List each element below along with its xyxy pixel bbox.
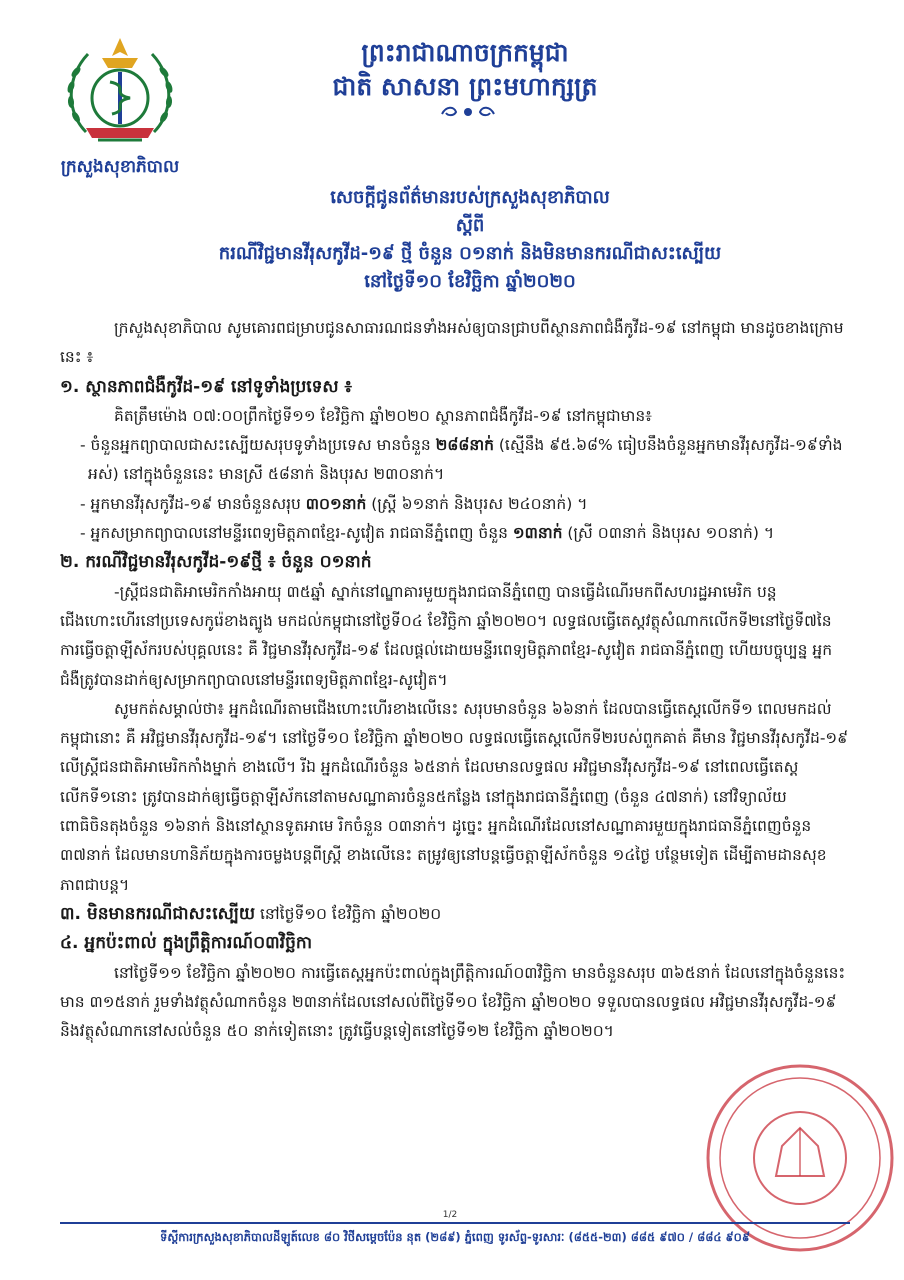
section-2-paragraph-2: សូមកត់សម្គាល់ថា៖ អ្នកដំណើរតាមជើងហោះហើរខាងលើនេះ សរុបមានចំនួន ៦៦នាក់ ដែលបានធ្វើតេស្តលើកទី១ ពេលមកដល់កម្ពុជានោះ គឺ អវិជ្ជមានវីរុសកូវីដ-១៩។ នៅថ្ងៃទី១០ ខែវិច្ឆិកា ឆ្នាំ២០២០ លទ្ធផលធ្វើតេស្តលើកទី២របស់ពួកគាត់ គឺមាន វិជ្ជមានវីរុសកូវីដ-១៩ លើស្ត្រីជនជាតិអាមេរិកកាំងម្នាក់ ខាងលើ។ រីឯ អ្នកដំណើរចំនួន ៦៥នាក់ ដែលមានលទ្ធផល អវិជ្ជមានវីរុសកូវីដ-១៩ នៅពេលធ្វើតេស្តលើកទី១នោះ ត្រូវបានដាក់ឲ្យធ្វើចត្តាឡីស័កនៅតាមសណ្ឋាគារចំនួន៥កន្លែង នៅក្នុងរាជធានីភ្នំពេញ (ចំនួន ៤៧នាក់) នៅវិទ្យាល័យពោធិចិនតុងចំនួន ១៦នាក់ និងនៅស្ថានទូតអាមេ រិកចំនួន ០៣នាក់។ ដូច្នេះ អ្នកដំណើរដែលនៅសណ្ឋាគារមួយក្នុងរាជធានីភ្នំពេញចំនួន ៣៧នាក់ ដែលមានហានិភ័យក្នុងការចម្លងបន្តពីស្ត្រី ខាងលើនេះ តម្រូវឲ្យនៅបន្តធ្វើចត្តាឡីស័កចំនួន ១៤ថ្ងៃ បន្ថែមទៀត ដើម្បីតាមដានសុខភាពជាបន្ត។ [60, 699, 849, 894]
section-1-bullet-1 [60, 431, 850, 490]
bullet-2-bold: ៣០១នាក់ [305, 494, 367, 513]
bullet-3-text: - អ្នកសម្រាកព្យាបាលនៅមន្ទីរពេទ្យមិត្តភាពខ្មែរ-សូវៀត រាជធានីភ្នំពេញ ចំនួន [80, 524, 513, 543]
section-4-heading: ៤. អ្នកប៉ះពាល់ ក្នុងព្រឹត្តិការណ៍០៣វិច្ឆិកា [60, 933, 313, 954]
kingdom-heading [300, 36, 630, 104]
section-2-heading: ២. ករណីវិជ្ជមានវីរុសកូវីដ-១៩ថ្មី ៖ ចំនួន ០១នាក់ [60, 552, 372, 573]
bullet-1-bold: ២៨៨នាក់ [435, 436, 494, 455]
section-1-lead: គិតត្រឹមម៉ោង ០៧:០០ព្រឹកថ្ងៃទី១១ ខែវិច្ឆិកា ឆ្នាំ២០២០ ស្ថានភាពជំងឺកូវីដ-១៩ នៅកម្ពុជាមាន៖ [114, 406, 652, 425]
official-stamp-icon [700, 1058, 900, 1258]
section-4-paragraph: នៅថ្ងៃទី១១ ខែវិច្ឆិកា ឆ្នាំ២០២០ ការធ្វើតេស្តអ្នកប៉ះពាល់ក្នុងព្រឹត្តិការណ៍០៣វិច្ឆិកា មានចំនួនសរុប ៣៦៥នាក់ ដែលនៅក្នុងចំនួននេះ មាន ៣១៥នាក់ រួមទាំងវត្ថុសំណាកចំនួន ២៣នាក់ដែលនៅសល់ពីថ្ងៃទី១០ ខែវិច្ឆិកា ឆ្នាំ២០២០ ទទួលបានលទ្ធផល អវិជ្ជមានវីរុសកូវីដ-១៩ និងវត្ថុសំណាកនៅសល់ចំនួន ៥០ នាក់ទៀតនោះ ត្រូវធ្វើបន្តទៀតនៅថ្ងៃទី១២ ខែវិច្ឆិកា ឆ្នាំ២០២០។ [60, 963, 846, 1041]
section-1-bullet-2 [60, 490, 850, 519]
title-line-1: សេចក្តីជូនព័ត៌មានរបស់ក្រសួងសុខាភិបាល [330, 187, 610, 208]
page-number: 1/2 [442, 1210, 458, 1220]
bullet-3-rest: (ស្រី ០៣នាក់ និងបុរស ១០នាក់) ។ [562, 524, 775, 543]
section-1-bullet-3 [60, 519, 850, 548]
footer-divider [60, 1222, 850, 1224]
bullet-3-bold: ១៣នាក់ [512, 524, 563, 543]
title-line-4: នៅថ្ងៃទី១០ ខែវិច្ឆិកា ឆ្នាំ២០២០ [364, 271, 576, 292]
kingdom-line-2: ជាតិ សាសនា ព្រះមហាក្សត្រ [332, 72, 598, 101]
section-3-heading-rest: នៅថ្ងៃទី១០ ខែវិច្ឆិកា ឆ្នាំ២០២០ [255, 904, 442, 923]
title-line-2: ស្តីពី [455, 215, 485, 236]
footer-address: ទីស្តីការក្រសួងសុខាភិបាលដីឡូត៍លេខ ៨០ វិថីសម្តេចប៉ែន នុត (២៨៩) ភ្នំពេញ ទូរស័ព្ទ-ទូរសារៈ (៨៥៥-២៣) ៨៨៥ ៩៧០ / ៨៨៤ ៩០៩ [160, 1230, 750, 1244]
bullet-1-rest: (ស្មើនឹង ៩៥.៦៨% ធៀបនឹងចំនួនអ្នកមានវីរុសកូវីដ-១៩ទាំងអស់) នៅក្នុងចំនួននេះ មានស្រី ៥៨នាក់ និងបុរស ២៣០នាក់។ [88, 436, 843, 484]
section-2-paragraph-1: -ស្ត្រីជនជាតិអាមេរិកកាំងអាយុ ៣៥ឆ្នាំ ស្នាក់នៅណ្ឌាគារមួយក្នុងរាជធានីភ្នំពេញ បានធ្វើដំណើរមកពីសហរដ្ឋអាមេរិក បន្តជើងហោះហើរនៅប្រទេសកូរ៉េខាងត្បូង មកដល់កម្ពុជានៅថ្ងៃទី០៤ ខែវិច្ឆិកា ឆ្នាំ២០២០។ លទ្ធផលធ្វើតេស្តវត្ថុសំណាកលើកទី២នៅថ្ងៃទី៧នៃការធ្វើចត្តាឡីស័ករបស់បុគ្គលនេះ គឺ វិជ្ជមានវីរុសកូវីដ-១៩ ដែលផ្តល់ដោយមន្ទីរពេទ្យមិត្តភាពខ្មែរ-សូវៀត រាជធានីភ្នំពេញ ហើយបច្ចុប្បន្ន អ្នកជំងឺត្រូវបានដាក់ឲ្យសម្រាកព្យាបាលនៅមន្ទីរពេទ្យមិត្តភាពខ្មែរ-សូវៀត។ [60, 582, 833, 689]
document-body [60, 314, 850, 1046]
bullet-2-text: - អ្នកមានវីរុសកូវីដ-១៩ មានចំនួនសរុប [80, 494, 306, 513]
document-title [110, 184, 830, 296]
ministry-logo-icon [58, 32, 182, 156]
title-line-3: ករណីវិជ្ជមានវីរុសកូវីដ-១៩ ថ្មី ចំនួន ០១នាក់ និងមិនមានករណីជាសះស្បើយ [218, 243, 722, 264]
bullet-1-text: - ចំនួនអ្នកព្យាបាលជាសះស្បើយសរុបទូទាំងប្រទេស មានចំនួន [80, 436, 436, 455]
section-3-heading-bold: ៣. មិនមានករណីជាសះស្បើយ [60, 903, 256, 924]
section-3-heading [60, 900, 850, 929]
section-1-heading: ១. ស្ថានភាពជំងឺកូវីដ-១៩ នៅទូទាំងប្រទេស ៖ [60, 376, 352, 397]
kingdom-line-1: ព្រះរាជាណាចក្រកម្ពុជា [361, 38, 569, 67]
ministry-name: ក្រសួងសុខាភិបាល [60, 157, 180, 177]
ornament-icon [438, 104, 498, 120]
bullet-2-rest: (ស្ត្រី ៦១នាក់ និងបុរស ២៤០នាក់) ។ [366, 494, 588, 513]
intro-paragraph: ក្រសួងសុខាភិបាល សូមគោរពជម្រាបជូនសាធារណជនទាំងអស់ឲ្យបានជ្រាបពីស្ថានភាពជំងឺកូវីដ-១៩ នៅកម្ពុជា មានដូចខាងក្រោមនេះ ៖ [60, 319, 844, 367]
